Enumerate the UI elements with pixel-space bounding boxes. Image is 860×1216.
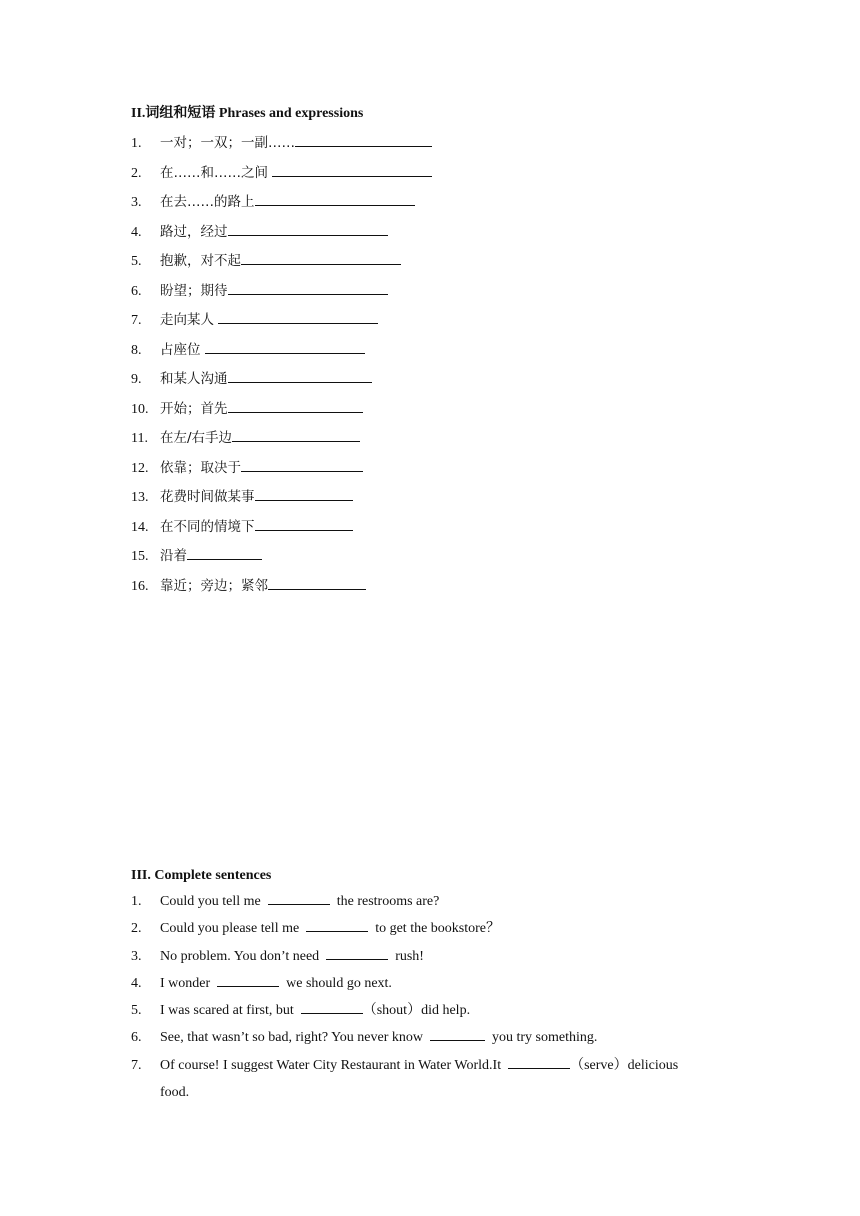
item-number: 7. <box>131 1057 142 1073</box>
sentence-text-before: Could you please tell me <box>160 921 307 937</box>
item-number: 9. <box>131 372 142 387</box>
phrase-text: 路过，经过 <box>160 223 228 240</box>
item-number: 10. <box>131 401 149 417</box>
answer-blank[interactable] <box>268 575 366 590</box>
phrase-item <box>131 129 751 159</box>
phrase-text: 依靠；取决于 <box>160 459 241 476</box>
item-number: 6. <box>131 1030 142 1046</box>
phrase-text: 和某人沟通 <box>160 371 228 387</box>
phrase-item <box>131 218 751 248</box>
phrase-item <box>131 247 751 277</box>
item-number: 3. <box>131 948 142 964</box>
phrases-section <box>131 104 751 601</box>
phrase-item <box>131 336 751 366</box>
phrase-item <box>131 159 751 189</box>
answer-blank[interactable] <box>241 250 401 265</box>
phrase-text: 一对；一双；一副…… <box>160 135 295 151</box>
item-number: 7. <box>131 313 142 328</box>
sentence-continuation-text: food. <box>160 1085 190 1101</box>
answer-blank[interactable] <box>228 368 372 383</box>
sentence-text-before: I was scared at first, but <box>160 1003 301 1019</box>
phrase-item <box>131 306 751 336</box>
phrase-text: 在去……的路上 <box>160 194 255 210</box>
sentence-text-after: the restrooms are? <box>329 894 440 909</box>
item-number: 1. <box>131 136 142 151</box>
phrase-text: 盼望；期待 <box>160 282 228 299</box>
answer-blank[interactable] <box>326 945 388 960</box>
item-number: 4. <box>131 224 142 240</box>
phrase-item <box>131 365 751 395</box>
phrase-item <box>131 395 751 425</box>
item-number: 5. <box>131 254 142 269</box>
phrase-text: 花费时间做某事 <box>160 489 255 505</box>
item-number: 15. <box>131 549 149 564</box>
answer-blank[interactable] <box>268 890 330 905</box>
phrase-item <box>131 483 751 513</box>
sentence-text-after: （shout）did help. <box>362 1003 471 1019</box>
phrase-text: 开始；首先 <box>160 400 228 417</box>
sentence-item <box>131 943 751 970</box>
item-number: 16. <box>131 578 149 594</box>
sentence-text-after: rush! <box>388 948 424 964</box>
answer-blank[interactable] <box>232 427 360 442</box>
sentence-item <box>131 1052 751 1079</box>
item-number: 8. <box>131 342 142 358</box>
phrase-text: 走向某人 <box>160 312 219 328</box>
sentence-text-after: （serve）delicious <box>570 1057 679 1073</box>
answer-blank[interactable] <box>255 486 353 501</box>
answer-blank[interactable] <box>301 999 363 1014</box>
item-number: 4. <box>131 975 142 991</box>
complete-sentences-section <box>131 866 751 1106</box>
sentence-text-after: you try something. <box>485 1030 598 1046</box>
item-number: 6. <box>131 283 142 299</box>
phrase-item <box>131 424 751 454</box>
sentence-text-before: Of course! I suggest Water City Restaurant in Water World.It <box>160 1057 509 1073</box>
answer-blank[interactable] <box>255 191 415 206</box>
answer-blank[interactable] <box>187 545 262 560</box>
sentence-continuation <box>131 1079 751 1106</box>
answer-blank[interactable] <box>218 309 378 324</box>
sentence-item <box>131 888 751 915</box>
answer-blank[interactable] <box>430 1026 485 1041</box>
answer-blank[interactable] <box>255 516 353 531</box>
phrase-item <box>131 277 751 307</box>
sentence-text-before: See, that wasn’t so bad, right? You never know <box>160 1030 430 1046</box>
item-number: 3. <box>131 195 142 210</box>
answer-blank[interactable] <box>306 917 368 932</box>
answer-blank[interactable] <box>295 132 432 147</box>
answer-blank[interactable] <box>228 221 388 236</box>
phrase-item <box>131 542 751 572</box>
answer-blank[interactable] <box>272 162 432 177</box>
item-number: 2. <box>131 165 142 181</box>
sentence-text-after: to get the bookstore？ <box>368 921 501 937</box>
answer-blank[interactable] <box>228 398 363 413</box>
answer-blank[interactable] <box>217 972 279 987</box>
sentence-text-before: Could you tell me <box>160 894 268 909</box>
phrase-text: 在左/右手边 <box>160 430 233 446</box>
phrase-item <box>131 188 751 218</box>
phrase-text: 在不同的情境下 <box>160 518 255 535</box>
sentence-text-before: I wonder <box>160 975 218 991</box>
phrase-item <box>131 572 751 602</box>
item-number: 12. <box>131 460 149 476</box>
sentence-item <box>131 997 751 1024</box>
phrase-text: 沿着 <box>160 548 187 564</box>
item-number: 2. <box>131 921 142 937</box>
item-number: 1. <box>131 894 142 909</box>
answer-blank[interactable] <box>508 1054 570 1069</box>
phrase-text: 靠近；旁边；紧邻 <box>160 577 268 594</box>
phrase-text: 抱歉，对不起 <box>160 253 241 269</box>
section-title-sentences: III. Complete sentences <box>131 868 272 883</box>
sentence-text-before: No problem. You don’t need <box>160 948 327 964</box>
phrase-text: 在……和……之间 <box>160 164 273 181</box>
sentence-text-after: we should go next. <box>279 975 392 991</box>
answer-blank[interactable] <box>228 280 388 295</box>
sentence-item <box>131 915 751 942</box>
phrase-text: 占座位 <box>160 341 205 358</box>
phrase-item <box>131 454 751 484</box>
item-number: 5. <box>131 1003 142 1019</box>
item-number: 14. <box>131 519 149 535</box>
phrase-item <box>131 513 751 543</box>
section-title-phrases: II.词组和短语 Phrases and expressions <box>131 106 364 121</box>
answer-blank[interactable] <box>241 457 363 472</box>
item-number: 13. <box>131 490 149 505</box>
sentence-item <box>131 1024 751 1051</box>
answer-blank[interactable] <box>205 339 365 354</box>
item-number: 11. <box>131 431 148 446</box>
sentence-item <box>131 970 751 997</box>
